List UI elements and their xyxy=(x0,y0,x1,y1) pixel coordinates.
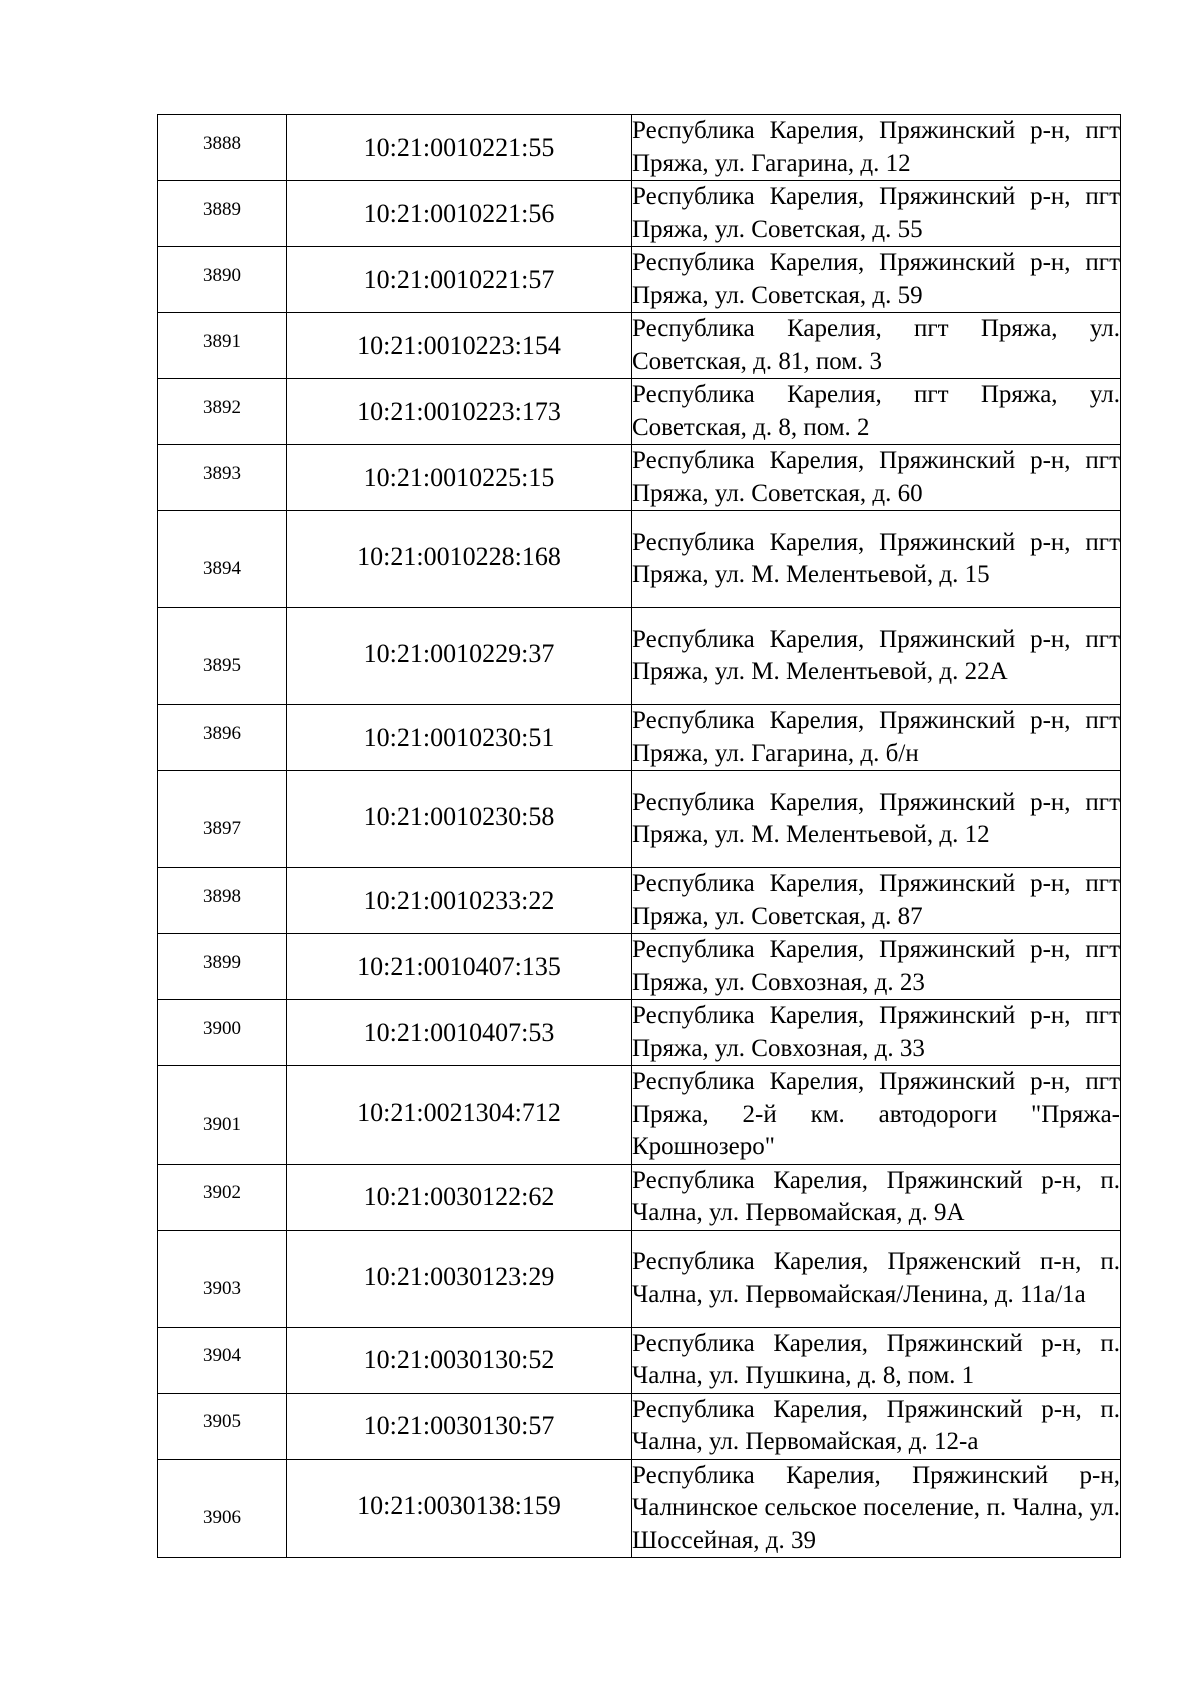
table-row xyxy=(158,1459,1121,1558)
row-number: 3903 xyxy=(203,1277,241,1299)
address-cell xyxy=(632,445,1121,511)
cadastral-number-cell xyxy=(287,247,632,313)
address-text: Республика Карелия, Пряжинский р-н, пгт Пряжа, 2-й км. автодороги "Пряжа-Крошнозеро" xyxy=(632,1068,1120,1160)
registry-table-body xyxy=(158,115,1121,1558)
row-number-cell xyxy=(158,445,287,511)
table-row xyxy=(158,445,1121,511)
cadastral-number: 10:21:0030122:62 xyxy=(363,1182,555,1211)
address-text: Республика Карелия, Пряжинский р-н, п. Чална, ул. Первомайская, д. 9А xyxy=(632,1166,1120,1226)
address-text: Республика Карелия, Пряжинский р-н, пгт Пряжа, ул. Гагарина, д. б/н xyxy=(632,707,1120,767)
address-text: Республика Карелия, Пряжинский р-н, пгт Пряжа, ул. Советская, д. 55 xyxy=(632,183,1120,243)
row-number: 3904 xyxy=(203,1345,241,1366)
address-text: Республика Карелия, Пряжинский р-н, Чалнинское сельское поселение, п. Чална, ул. Шоссейная, д. 39 xyxy=(632,1461,1120,1554)
cadastral-number-cell xyxy=(287,1327,632,1393)
row-number: 3895 xyxy=(203,655,241,676)
address-text: Республика Карелия, Пряжинский р-н, п. Чална, ул. Пушкина, д. 8, пом. 1 xyxy=(632,1329,1120,1389)
row-number-cell xyxy=(158,511,287,608)
address-cell xyxy=(632,181,1121,247)
table-row xyxy=(158,1327,1121,1393)
address-cell xyxy=(632,313,1121,379)
address-cell xyxy=(632,934,1121,1000)
address-text: Республика Карелия, пгт Пряжа, ул. Советская, д. 8, пом. 2 xyxy=(632,381,1120,441)
table-row xyxy=(158,313,1121,379)
row-number: 3891 xyxy=(203,330,241,352)
row-number: 3897 xyxy=(203,818,241,839)
cadastral-number-cell xyxy=(287,1164,632,1230)
cadastral-number-cell xyxy=(287,1000,632,1066)
address-cell xyxy=(632,868,1121,934)
cadastral-number-cell xyxy=(287,181,632,247)
cadastral-number-cell xyxy=(287,1066,632,1165)
table-row xyxy=(158,608,1121,705)
cadastral-number: 10:21:0010221:56 xyxy=(363,198,555,228)
cadastral-number: 10:21:0021304:712 xyxy=(357,1097,561,1127)
cadastral-number-cell xyxy=(287,379,632,445)
row-number: 3890 xyxy=(203,264,241,286)
cadastral-number: 10:21:0010228:168 xyxy=(357,542,561,571)
row-number-cell xyxy=(158,181,287,247)
row-number-cell xyxy=(158,1327,287,1393)
cadastral-number: 10:21:0010221:57 xyxy=(363,264,555,294)
row-number-cell xyxy=(158,1230,287,1327)
table-row xyxy=(158,934,1121,1000)
cadastral-number: 10:21:0010225:15 xyxy=(363,462,555,492)
table-row xyxy=(158,181,1121,247)
cadastral-number-cell xyxy=(287,511,632,608)
row-number: 3894 xyxy=(203,558,241,579)
table-row xyxy=(158,511,1121,608)
row-number: 3900 xyxy=(203,1017,241,1039)
row-number-cell xyxy=(158,1066,287,1165)
row-number-cell xyxy=(158,1393,287,1459)
property-registry-table xyxy=(157,114,1121,1558)
address-text: Республика Карелия, Пряжинский р-н, пгт Пряжа, ул. М. Мелентьевой, д. 12 xyxy=(632,788,1120,848)
cadastral-number-cell xyxy=(287,1230,632,1327)
row-number-cell xyxy=(158,247,287,313)
cadastral-number: 10:21:0030138:159 xyxy=(357,1491,561,1521)
cadastral-number-cell xyxy=(287,313,632,379)
cadastral-number: 10:21:0010230:51 xyxy=(363,722,555,752)
cadastral-number: 10:21:0010407:53 xyxy=(363,1017,555,1047)
row-number: 3889 xyxy=(203,198,241,220)
cadastral-number-cell xyxy=(287,445,632,511)
cadastral-number-cell xyxy=(287,868,632,934)
table-row xyxy=(158,771,1121,868)
address-text: Республика Карелия, Пряжинский р-н, п. Чална, ул. Первомайская, д. 12-а xyxy=(632,1395,1120,1455)
row-number: 3893 xyxy=(203,462,241,484)
row-number-cell xyxy=(158,115,287,181)
row-number-cell xyxy=(158,1164,287,1230)
address-text: Республика Карелия, Пряжинский р-н, пгт Пряжа, ул. Советская, д. 60 xyxy=(632,447,1120,507)
address-text: Республика Карелия, Пряжинский р-н, пгт Пряжа, ул. М. Мелентьевой, д. 15 xyxy=(632,528,1120,588)
table-row xyxy=(158,247,1121,313)
address-cell xyxy=(632,247,1121,313)
row-number-cell xyxy=(158,1459,287,1558)
cadastral-number: 10:21:0030130:57 xyxy=(363,1411,555,1440)
address-cell xyxy=(632,1393,1121,1459)
address-cell xyxy=(632,1000,1121,1066)
cadastral-number-cell xyxy=(287,705,632,771)
cadastral-number: 10:21:0010233:22 xyxy=(363,885,555,915)
address-text: Республика Карелия, Пряжинский р-н, пгт Пряжа, ул. Совхозная, д. 33 xyxy=(632,1002,1120,1062)
address-text: Республика Карелия, Пряжинский р-н, пгт Пряжа, ул. Совхозная, д. 23 xyxy=(632,936,1120,996)
cadastral-number: 10:21:0010407:135 xyxy=(357,951,561,981)
table-row xyxy=(158,1164,1121,1230)
row-number-cell xyxy=(158,934,287,1000)
row-number: 3906 xyxy=(203,1507,241,1529)
cadastral-number-cell xyxy=(287,608,632,705)
address-text: Республика Карелия, Пряжинский р-н, пгт Пряжа, ул. Гагарина, д. 12 xyxy=(632,117,1120,177)
row-number: 3905 xyxy=(203,1411,241,1432)
row-number-cell xyxy=(158,313,287,379)
cadastral-number: 10:21:0010223:173 xyxy=(357,396,561,426)
cadastral-number: 10:21:0010230:58 xyxy=(363,802,555,831)
address-cell xyxy=(632,1230,1121,1327)
row-number-cell xyxy=(158,868,287,934)
address-cell xyxy=(632,1066,1121,1165)
address-text: Республика Карелия, Пряжинский р-н, пгт Пряжа, ул. Советская, д. 87 xyxy=(632,870,1120,930)
cadastral-number: 10:21:0030123:29 xyxy=(363,1261,555,1291)
row-number-cell xyxy=(158,379,287,445)
table-row xyxy=(158,1000,1121,1066)
row-number: 3888 xyxy=(203,132,241,154)
table-row xyxy=(158,1393,1121,1459)
address-cell xyxy=(632,705,1121,771)
address-cell xyxy=(632,771,1121,868)
row-number-cell xyxy=(158,608,287,705)
cadastral-number: 10:21:0010229:37 xyxy=(363,639,555,668)
address-cell xyxy=(632,608,1121,705)
table-row xyxy=(158,705,1121,771)
address-cell xyxy=(632,1459,1121,1558)
cadastral-number: 10:21:0030130:52 xyxy=(363,1345,555,1374)
table-row xyxy=(158,115,1121,181)
row-number: 3899 xyxy=(203,951,241,973)
address-text: Республика Карелия, Пряженский п-н, п. Чална, ул. Первомайская/Ленина, д. 11а/1а xyxy=(632,1248,1120,1308)
row-number: 3901 xyxy=(203,1113,241,1135)
cadastral-number-cell xyxy=(287,1459,632,1558)
row-number: 3902 xyxy=(203,1182,241,1203)
table-row xyxy=(158,379,1121,445)
cadastral-number: 10:21:0010223:154 xyxy=(357,330,561,360)
address-cell xyxy=(632,511,1121,608)
row-number: 3898 xyxy=(203,885,241,907)
row-number-cell xyxy=(158,771,287,868)
table-row xyxy=(158,1066,1121,1165)
address-cell xyxy=(632,379,1121,445)
address-cell xyxy=(632,1164,1121,1230)
row-number-cell xyxy=(158,1000,287,1066)
table-row xyxy=(158,1230,1121,1327)
address-text: Республика Карелия, Пряжинский р-н, пгт Пряжа, ул. Советская, д. 59 xyxy=(632,249,1120,309)
row-number-cell xyxy=(158,705,287,771)
cadastral-number-cell xyxy=(287,934,632,1000)
cadastral-number-cell xyxy=(287,115,632,181)
cadastral-number: 10:21:0010221:55 xyxy=(363,132,555,162)
address-cell xyxy=(632,1327,1121,1393)
row-number: 3896 xyxy=(203,722,241,744)
cadastral-number-cell xyxy=(287,771,632,868)
address-text: Республика Карелия, Пряжинский р-н, пгт Пряжа, ул. М. Мелентьевой, д. 22А xyxy=(632,625,1120,685)
row-number: 3892 xyxy=(203,396,241,418)
address-cell xyxy=(632,115,1121,181)
table-row xyxy=(158,868,1121,934)
cadastral-number-cell xyxy=(287,1393,632,1459)
address-text: Республика Карелия, пгт Пряжа, ул. Советская, д. 81, пом. 3 xyxy=(632,315,1120,375)
